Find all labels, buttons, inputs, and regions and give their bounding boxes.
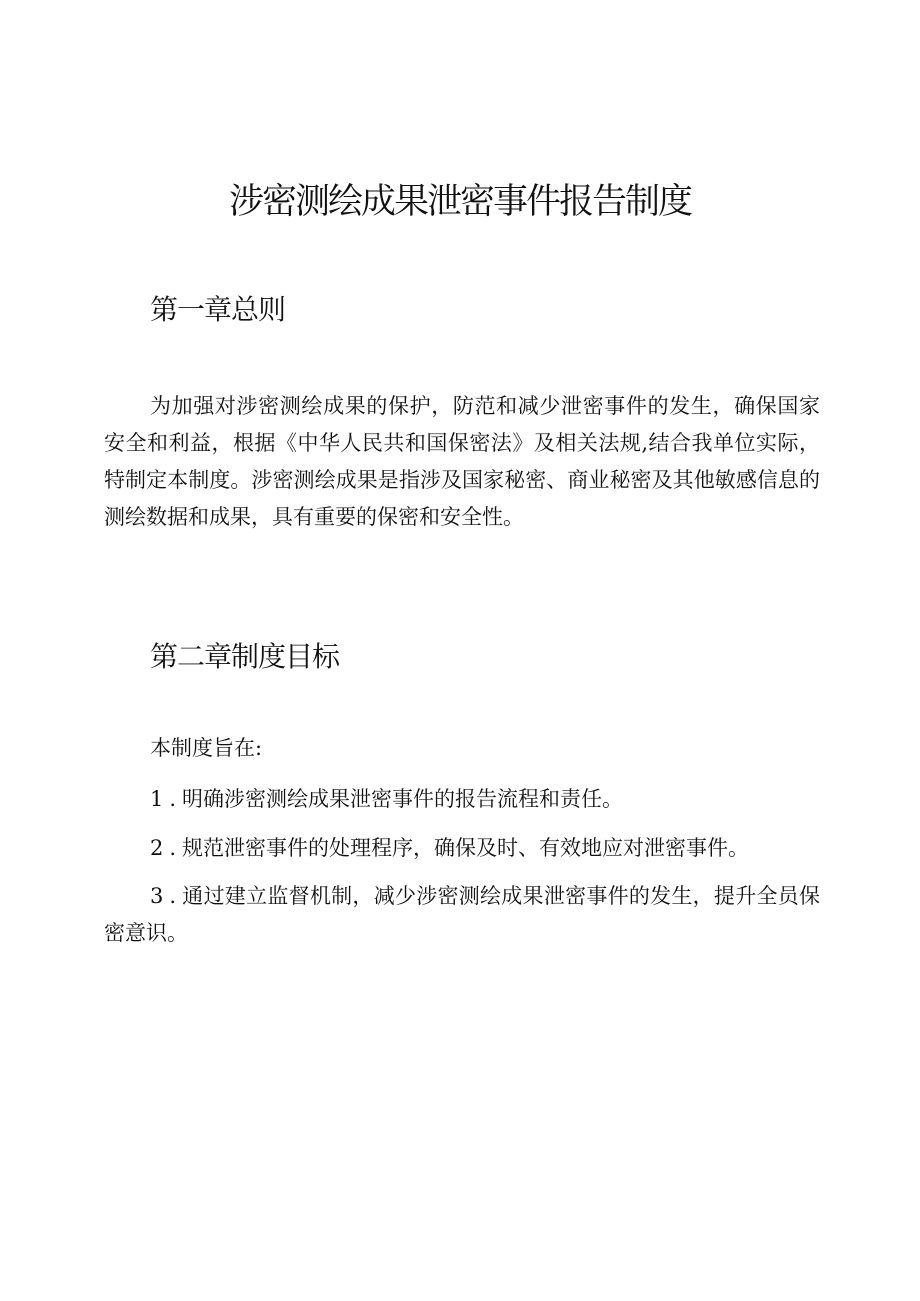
goal-item-text: 通过建立监督机制，减少涉密测绘成果泄密事件的发生，提升全员保密意识。 bbox=[104, 884, 820, 945]
chapter1-heading: 第一章总则 bbox=[150, 293, 286, 326]
goal-item-text: 明确涉密测绘成果泄密事件的报告流程和责任。 bbox=[182, 787, 624, 811]
chapter2-intro: 本制度旨在: bbox=[150, 736, 263, 760]
goal-item bbox=[104, 781, 820, 818]
goal-item bbox=[104, 878, 820, 952]
goal-item-number: 1. bbox=[150, 787, 183, 811]
goal-item-text: 规范泄密事件的处理程序，确保及时、有效地应对泄密事件。 bbox=[182, 836, 750, 860]
goal-item-number: 3. bbox=[150, 884, 183, 908]
goal-item bbox=[104, 830, 820, 867]
chapter1-paragraph: 为加强对涉密测绘成果的保护，防范和减少泄密事件的发生，确保国家安全和利益，根据《中华人民共和国保密法》及相关法规,结合我单位实际，特制定本制度。涉密测绘成果是指涉及国家秘密、商业秘密及其他敏感信息的测绘数据和成果，具有重要的保密和安全性。 bbox=[104, 394, 820, 529]
goal-item-number: 2. bbox=[150, 836, 183, 860]
chapter2-heading: 第二章制度目标 bbox=[150, 640, 340, 673]
document-title: 涉密测绘成果泄密事件报告制度 bbox=[228, 182, 691, 222]
